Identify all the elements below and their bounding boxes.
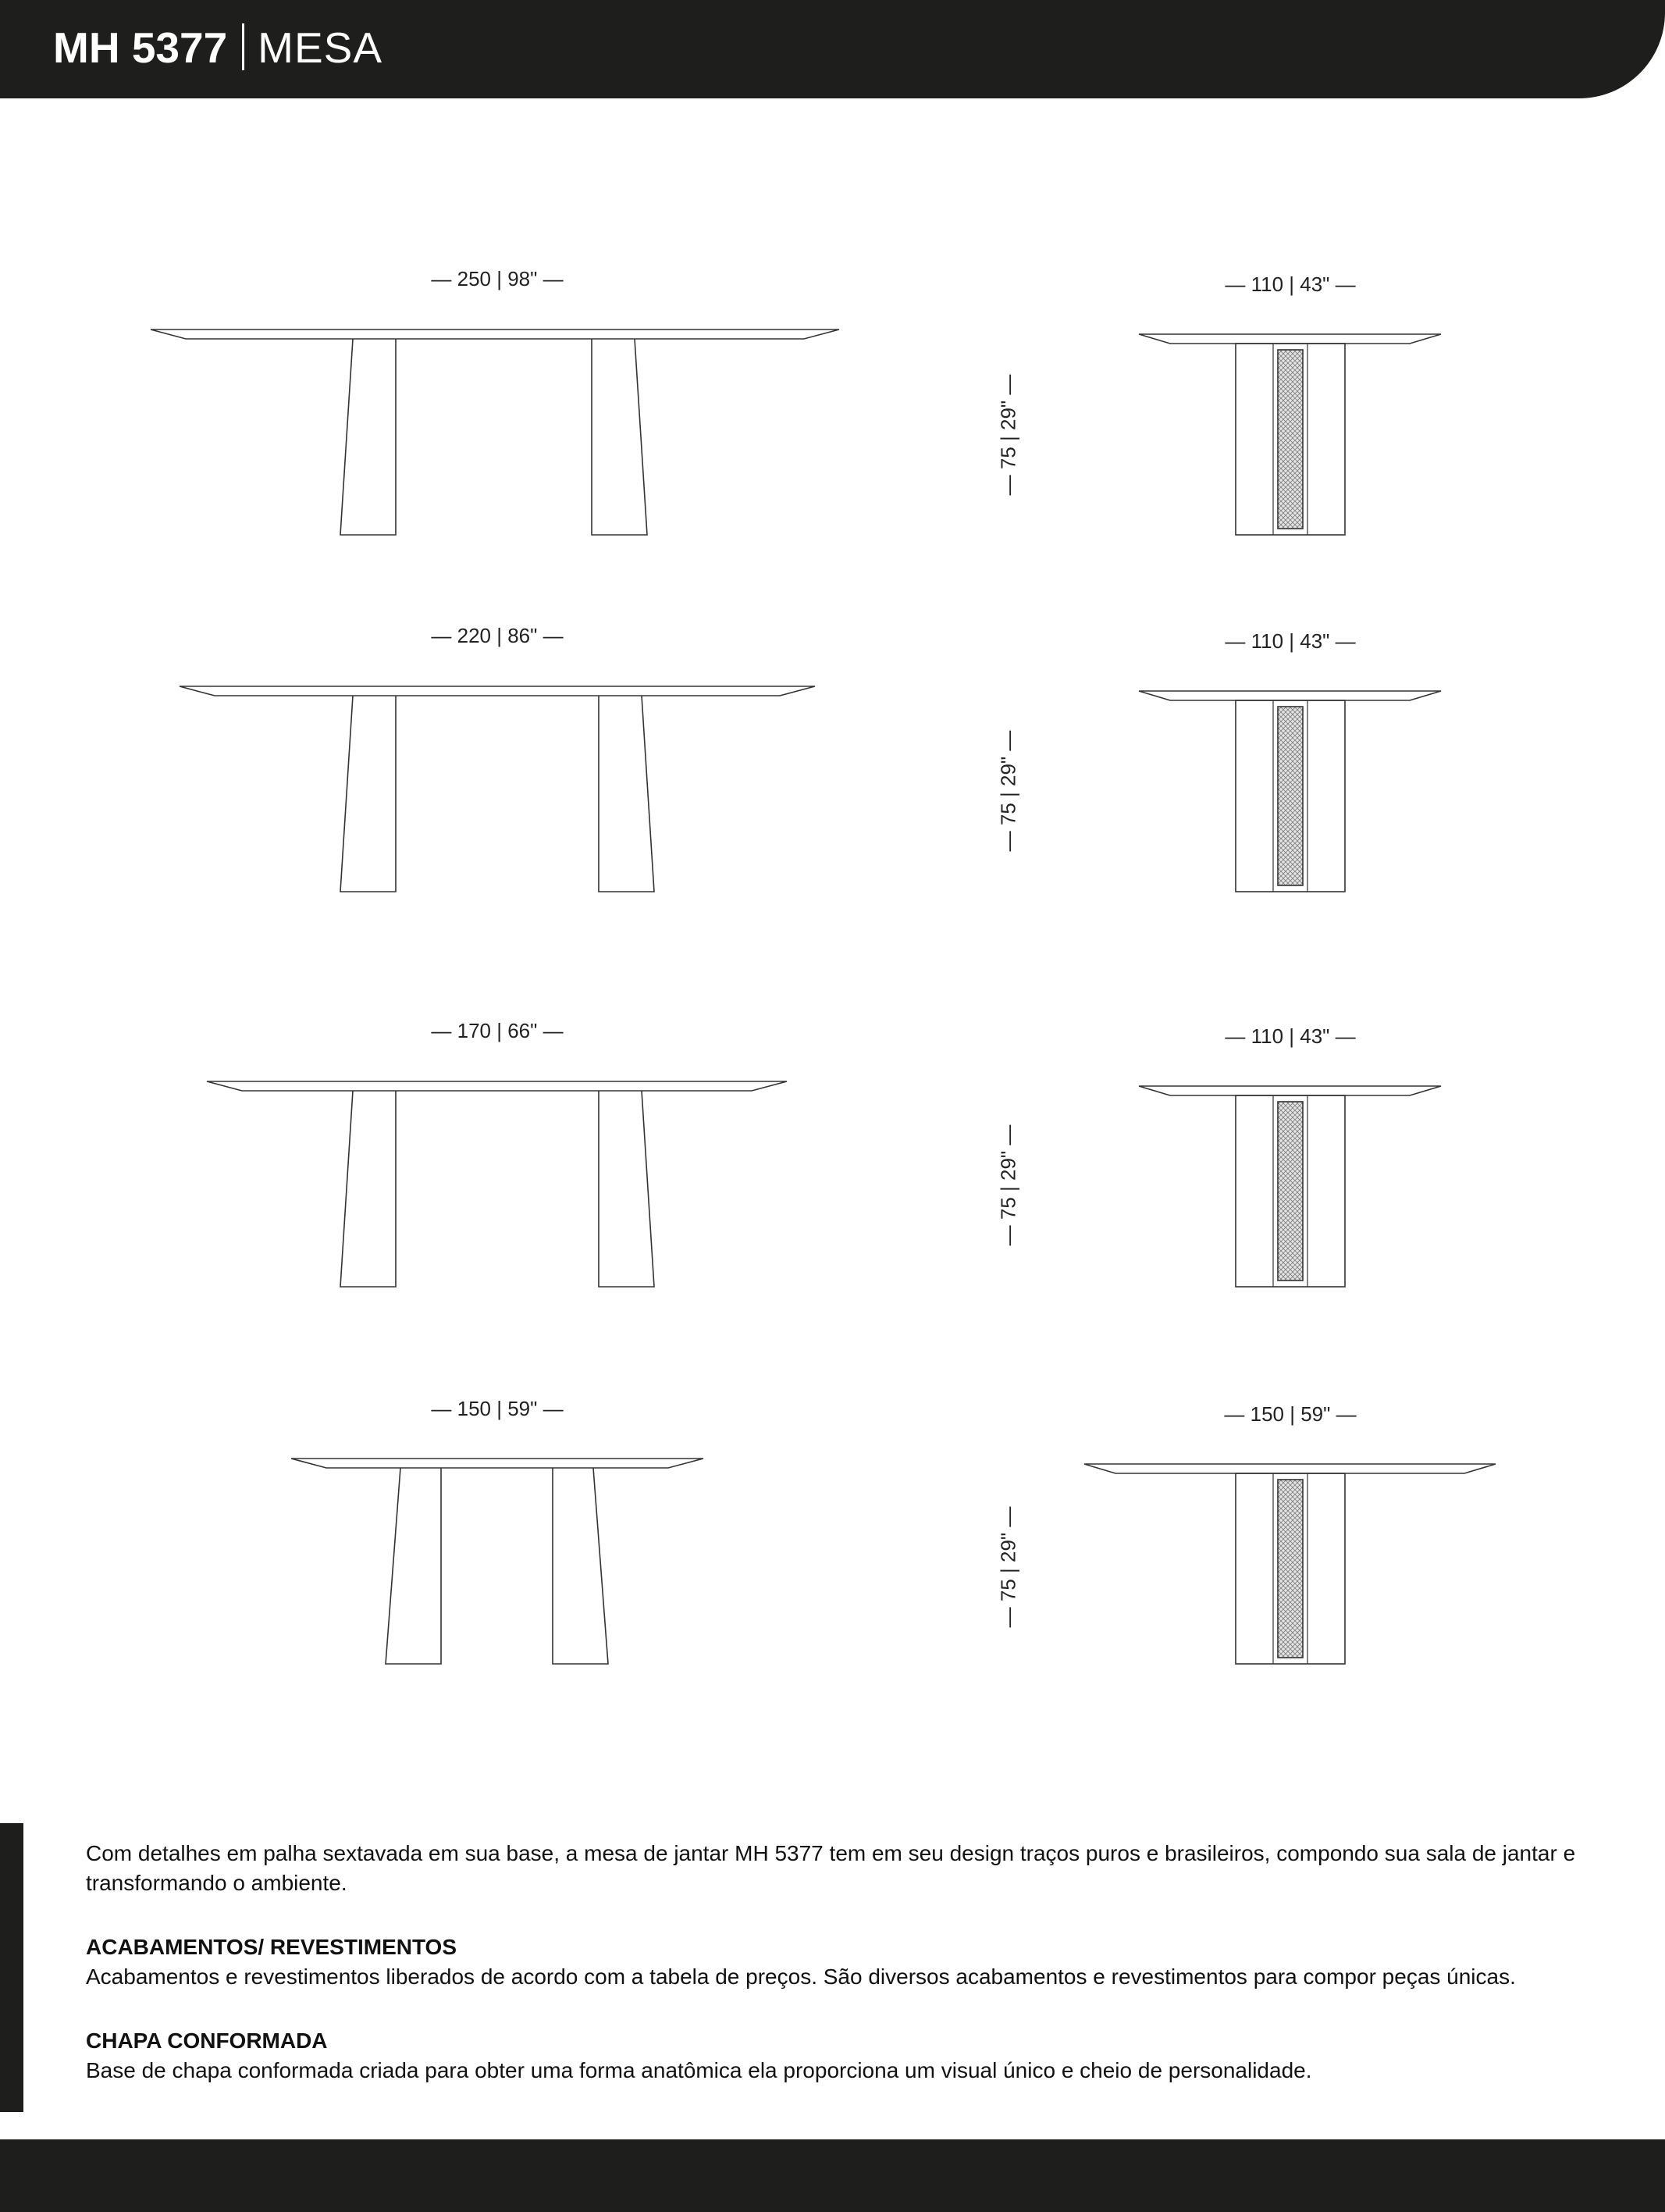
woven-straw-panel [1278,1480,1303,1658]
woven-straw-panel [1278,350,1303,529]
length-dimension-3: — 170 | 66" — [431,1019,564,1042]
intro-paragraph: Com detalhes em palha sextavada em sua base, a mesa de jantar MH 5377 tem em seu design traços puros e brasileiros, compondo sua sala de jantar e transformando o ambiente. [86,1841,1576,1895]
sheet-heading: CHAPA CONFORMADA [86,2029,328,2053]
table-top [180,686,815,696]
front-view-table-4 [291,1459,703,1664]
height-dimension-1: — 75 | 29" — [996,374,1020,496]
side-view-table-1 [1139,334,1441,535]
table-top [1139,1086,1441,1095]
product-name: MESA [258,23,383,72]
table-top [151,329,839,339]
side-view-table-3 [1139,1086,1441,1287]
table-leg-1 [340,696,396,892]
front-view-table-3 [207,1081,787,1287]
side-view-table-4 [1084,1464,1496,1664]
width-dimension-1: — 110 | 43" — [1225,272,1356,296]
front-view-table-1 [151,329,839,535]
table-leg-1 [340,1091,396,1287]
front-view-table-2 [180,686,815,892]
width-dimension-4: — 150 | 59" — [1224,1402,1357,1426]
woven-straw-panel [1278,1102,1303,1281]
height-dimension-4: — 75 | 29" — [996,1506,1020,1628]
side-view-table-2 [1139,691,1441,892]
finishes-heading: ACABAMENTOS/ REVESTIMENTOS [86,1935,457,1959]
side-accent-bar [0,1823,23,2112]
height-dimension-3: — 75 | 29" — [996,1124,1020,1246]
table-leg-1 [386,1468,441,1664]
finishes-paragraph: Acabamentos e revestimentos liberados de acordo com a tabela de preços. São diversos acabamentos e revestimentos para compor peças únicas. [86,1964,1516,1989]
length-dimension-1: — 250 | 98" — [431,267,564,290]
table-leg-2 [599,1091,654,1287]
woven-straw-panel [1278,707,1303,885]
table-top [207,1081,787,1091]
description-block [86,1839,1600,2086]
table-top [1139,691,1441,700]
table-leg-1 [340,339,396,535]
width-dimension-3: — 110 | 43" — [1225,1024,1356,1048]
table-top [291,1459,703,1468]
length-dimension-4: — 150 | 59" — [431,1397,564,1420]
sheet-paragraph: Base de chapa conformada criada para obter uma forma anatômica ela proporciona um visual único e cheio de personalidade. [86,2058,1312,2082]
table-top [1084,1464,1496,1473]
table-top [1139,334,1441,344]
footer-bar [0,2139,1665,2212]
product-code: MH 5377 [53,23,228,72]
table-leg-2 [599,696,654,892]
height-dimension-2: — 75 | 29" — [996,730,1020,852]
table-leg-2 [592,339,647,535]
table-leg-2 [553,1468,608,1664]
length-dimension-2: — 220 | 86" — [431,624,564,647]
width-dimension-2: — 110 | 43" — [1225,629,1356,653]
